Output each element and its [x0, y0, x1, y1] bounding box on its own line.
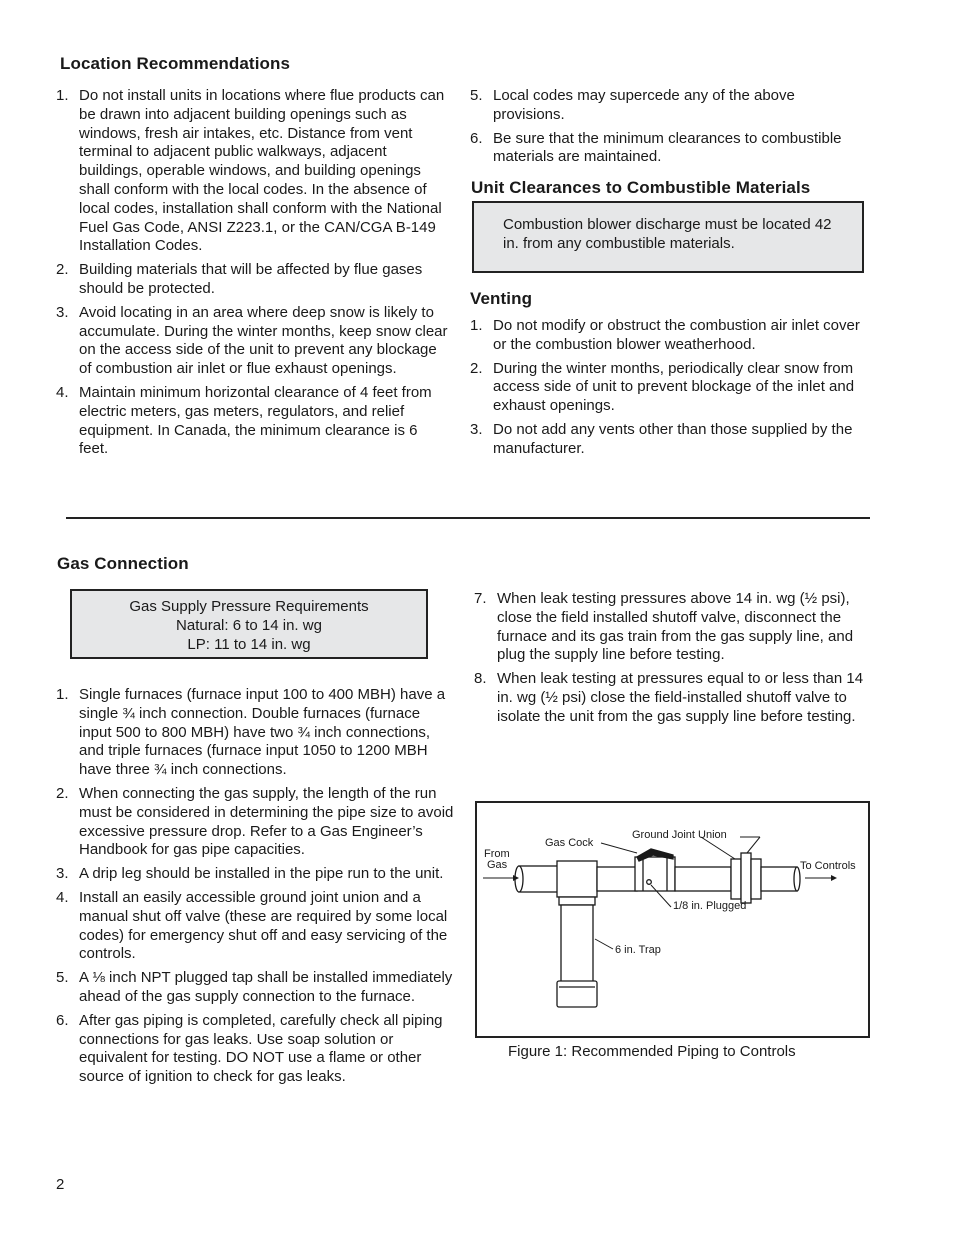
union-center: [741, 853, 751, 903]
gas-cock-body: [635, 857, 675, 891]
union-right: [751, 859, 761, 899]
pressure-natural: Natural: 6 to 14 in. wg: [176, 617, 322, 634]
label-to-controls: To Controls: [800, 860, 856, 872]
list-item: 8. When leak testing at pressures equal to or less than 14 in. wg (½ psi) close the field-installed shutoff valve to isolate the unit from the gas supply line before testing.: [474, 670, 864, 725]
list-item: 4. Install an easily accessible ground joint union and a manual shut off valve (these are required by some local codes) for emergency shut off and easy servicing of the controls.: [56, 888, 448, 963]
gas-list: [56, 686, 454, 1092]
heading-location: Location Recommendations: [60, 54, 291, 73]
gas-pressure-box: [70, 589, 428, 659]
list-item: 7. When leak testing pressures above 14 in. wg (½ psi), close the field installed shutoff valve, disconnect the furnace and its gas train from the gas supply line, and plug the supply line before testing.: [474, 590, 854, 664]
heading-venting: Venting: [470, 289, 533, 308]
heading-gas-connection: Gas Connection: [57, 554, 189, 573]
pipe-nipple: [597, 867, 637, 891]
location-list-continued: [470, 87, 865, 172]
pipe-inlet: [519, 866, 559, 892]
section-divider: [66, 517, 870, 519]
pressure-lp: LP: 11 to 14 in. wg: [187, 636, 311, 653]
gas-list-continued: [474, 590, 872, 732]
pressure-title: Gas Supply Pressure Requirements: [129, 598, 369, 615]
list-item: 2. When connecting the gas supply, the length of the run must be considered in determining the pipe size to avoid excessive pressure drop. Refer to a Gas Engineer’s Handbook for gas pipe capacities.: [56, 784, 454, 859]
piping-figure: [475, 801, 870, 1038]
list-item: 3. Do not add any vents other than those supplied by the manufacturer.: [470, 420, 853, 457]
list-item: 1. Single furnaces (furnace input 100 to 400 MBH) have a single ¾ inch connection. Double furnaces (furnace input 500 to 800 MBH) have two ¾ inch connections, and triple furnaces (furnace input 1050 to 1200 MBH have three ¾ inch connections.: [56, 686, 446, 779]
union-left: [731, 859, 741, 899]
tee-collar: [559, 897, 595, 905]
list-item: 6. Be sure that the minimum clearances to combustible materials are maintained.: [470, 129, 842, 166]
label-gas: Gas: [487, 859, 508, 871]
drip-leg-cap: [557, 981, 597, 1007]
label-gas-cock: Gas Cock: [545, 837, 594, 849]
piping-diagram: [477, 803, 868, 1036]
drip-leg-pipe: [561, 905, 593, 983]
list-item: 3. Avoid locating in an area where deep snow is likely to accumulate. During the winter months, keep snow clear on the access side of the unit to prevent any blockage of combustion air inlet or flue exhaust openings.: [56, 303, 448, 378]
tee-fitting: [557, 861, 597, 897]
list-item: 1. Do not modify or obstruct the combustion air inlet cover or the combustion blower weatherhood.: [470, 317, 860, 353]
list-item: 1. Do not install units in locations where flue products can be drawn into adjacent building openings such as windows, fresh air intakes, etc. Distance from vent terminal to adjacent public walkways, adjacent buildings, operable windows, and building openings shall conform with the local codes. In the absence of local codes, installation shall conform with the National Fuel Gas Code, ANSI Z223.1, or the CAN/CGA B-149 Installation Codes.: [56, 87, 445, 255]
clearance-note: Combustion blower discharge must be located 42 in. from any combustible materials.: [503, 216, 832, 252]
list-item: 2. Building materials that will be affected by flue gases should be protected.: [56, 261, 423, 297]
label-ground-joint-union: Ground Joint Union: [632, 829, 727, 841]
list-item: 4. Maintain minimum horizontal clearance of 4 feet from electric meters, gas meters, regulators, and relief equipment. In Canada, the minimum clearance is 6 feet.: [56, 383, 432, 458]
location-list: [56, 87, 450, 464]
figure-caption: Figure 1: Recommended Piping to Controls: [508, 1043, 796, 1060]
list-item: 6. After gas piping is completed, carefully check all piping connections for gas leaks. Use soap solution or equivalent for testing. DO NOT use a flame or other source of ignition to check for gas leaks.: [56, 1011, 443, 1086]
pipe-mid: [675, 867, 731, 891]
label-plugged: 1/8 in. Plugged: [673, 900, 747, 912]
pipe-outlet: [761, 867, 797, 891]
list-item: 5. A ⅛ inch NPT plugged tap shall be installed immediately ahead of the gas supply connection to the furnace.: [56, 969, 453, 1005]
label-from: From: [484, 848, 510, 860]
list-item: 5. Local codes may supercede any of the above provisions.: [470, 87, 795, 123]
heading-clearances: Unit Clearances to Combustible Materials: [471, 178, 811, 197]
plug-marker: [647, 880, 652, 885]
label-trap: 6 in. Trap: [615, 944, 661, 956]
venting-list: [470, 317, 865, 464]
clearance-note-box: [472, 201, 864, 273]
list-item: 3. A drip leg should be installed in the pipe run to the unit.: [56, 865, 444, 883]
list-item: 2. During the winter months, periodically clear snow from access side of unit to prevent blockage of the inlet and exhaust openings.: [470, 359, 855, 415]
page-number: 2: [56, 1176, 65, 1193]
